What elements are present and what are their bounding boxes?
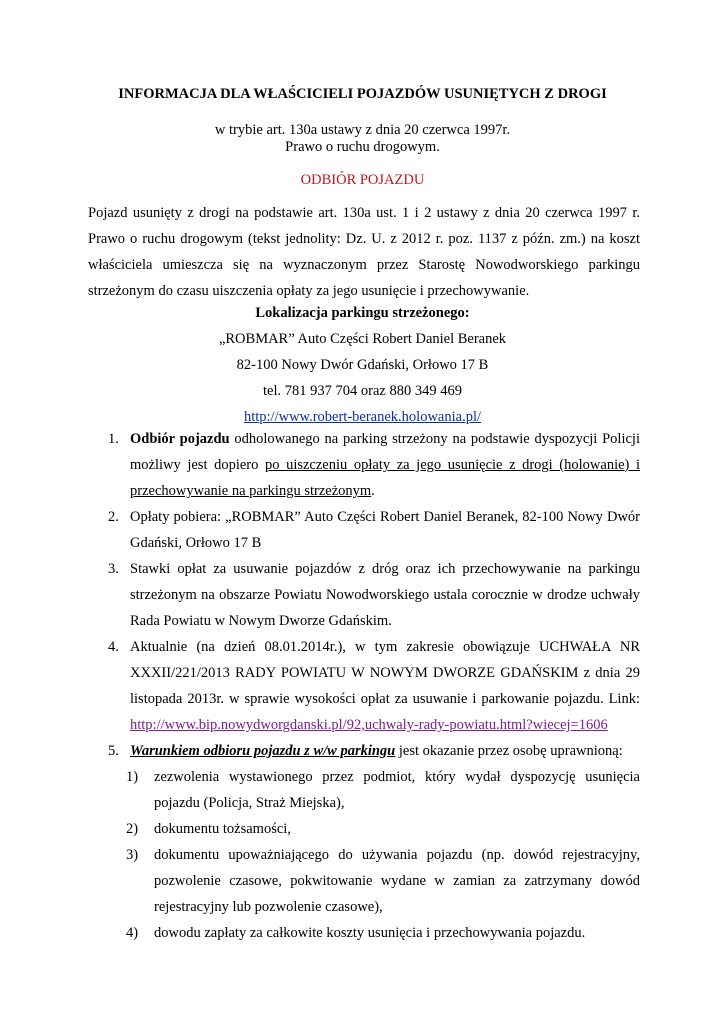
sub-item-text: dokumentu upoważniającego do używania pojazdu (np. dowód rejestracyjny, pozwolenie czasowe, pokwitowanie wydane w zamian za zatrzymany dowód rejestracyjny lub pozwolenie czasowe), xyxy=(154,847,640,915)
item-text: jest okazanie przez osobę uprawnioną: xyxy=(395,743,623,759)
section-heading: ODBIÓR POJAZDU xyxy=(300,172,425,188)
parking-website-link[interactable]: http://www.robert-beranek.holowania.pl/ xyxy=(243,409,482,425)
requirements-list xyxy=(126,764,640,946)
list-item-number: 2. xyxy=(108,509,119,525)
document-title: INFORMACJA DLA WŁAŚCICIELI POJAZDÓW USUNIĘTYCH Z DROGI xyxy=(118,86,607,102)
item-bold-text: Odbiór pojazdu xyxy=(130,431,230,447)
item-text-end: . xyxy=(371,483,375,499)
list-item-number: 3. xyxy=(108,561,119,577)
item-text: Stawki opłat za usuwanie pojazdów z dróg oraz ich przechowywanie na parkingu strzeżonym na obszarze Powiatu Nowodworskiego ustala corocznie w drodze uchwały Rada Powiatu w Nowym Dworze Gdańskim. xyxy=(130,561,640,629)
legal-basis-line-1: w trybie art. 130a ustawy z dnia 20 czerwca 1997r. xyxy=(214,122,511,138)
list-item-number: 4. xyxy=(108,639,119,655)
sub-item-text: dowodu zapłaty za całkowite koszty usunięcia i przechowywania pojazdu. xyxy=(154,925,586,941)
list-item-number: 1. xyxy=(108,431,119,447)
sub-list-item xyxy=(126,842,640,920)
sub-item-number: 2) xyxy=(126,821,139,837)
item-bold-italic-text: Warunkiem odbioru pojazdu z w/w parkingu xyxy=(130,743,396,759)
sub-item-number: 1) xyxy=(126,769,139,785)
sub-list-item xyxy=(126,764,640,816)
sub-list-item xyxy=(126,920,640,946)
list-item xyxy=(88,504,640,556)
sub-list-item xyxy=(126,816,640,842)
sub-item-number: 4) xyxy=(126,925,139,941)
sub-item-text: dokumentu tożsamości, xyxy=(154,821,291,837)
parking-heading: Lokalizacja parkingu strzeżonego: xyxy=(255,305,470,321)
sub-item-number: 3) xyxy=(126,847,139,863)
list-item xyxy=(88,426,640,504)
list-item xyxy=(88,634,640,738)
list-item-number: 5. xyxy=(108,743,119,759)
intro-paragraph: Pojazd usunięty z drogi na podstawie art. 130a ust. 1 i 2 ustawy z dnia 20 czerwca 1997 r. Prawo o ruchu drogowym (tekst jednolity: Dz. U. z 2012 r. poz. 1137 z późn. zm.) na koszt właściciela umieszcza się na wyznaczonym przez Starostę Nowodworskiego parkingu strzeżonym do czasu uiszczenia opłaty za jego usunięcie i przechowywanie. xyxy=(88,205,640,299)
parking-address: 82-100 Nowy Dwór Gdański, Orłowo 17 B xyxy=(236,357,489,373)
item-text: odholowanego na parking strzeżony na podstawie dyspozycji Policji możliwy jest dopiero xyxy=(130,431,640,473)
sub-item-text: zezwolenia wystawionego przez podmiot, który wydał dyspozycję usunięcia pojazdu (Policja, Straż Miejska), xyxy=(154,769,640,811)
info-list xyxy=(88,426,640,946)
item-text: Aktualnie (na dzień 08.01.2014r.), w tym zakresie obowiązuje UCHWAŁA NR XXXII/221/2013 RADY POWIATU W NOWYM DWORZE GDAŃSKIM z dnia 29 listopada 2013r. w sprawie wysokości opłat za usuwanie i parkowanie pojazdu. Link: xyxy=(130,639,640,707)
item-text: Opłaty pobiera: „ROBMAR” Auto Części Robert Daniel Beranek, 82-100 Nowy Dwór Gdański, Orłowo 17 B xyxy=(130,509,640,551)
list-item xyxy=(88,738,640,946)
item-underlined-text: po uiszczeniu opłaty za jego usunięcie z drogi (holowanie) i przechowywanie na parkingu strzeżonym xyxy=(130,457,640,499)
legal-basis-line-2: Prawo o ruchu drogowym. xyxy=(285,139,440,155)
parking-location xyxy=(0,300,725,430)
legal-basis xyxy=(0,122,725,156)
resolution-link[interactable]: http://www.bip.nowydworgdanski.pl/92,uchwaly-rady-powiatu.html?wiecej=1606 xyxy=(130,717,608,733)
parking-phone: tel. 781 937 704 oraz 880 349 469 xyxy=(263,383,462,399)
list-item xyxy=(88,556,640,634)
parking-name: „ROBMAR” Auto Części Robert Daniel Beranek xyxy=(218,331,507,347)
